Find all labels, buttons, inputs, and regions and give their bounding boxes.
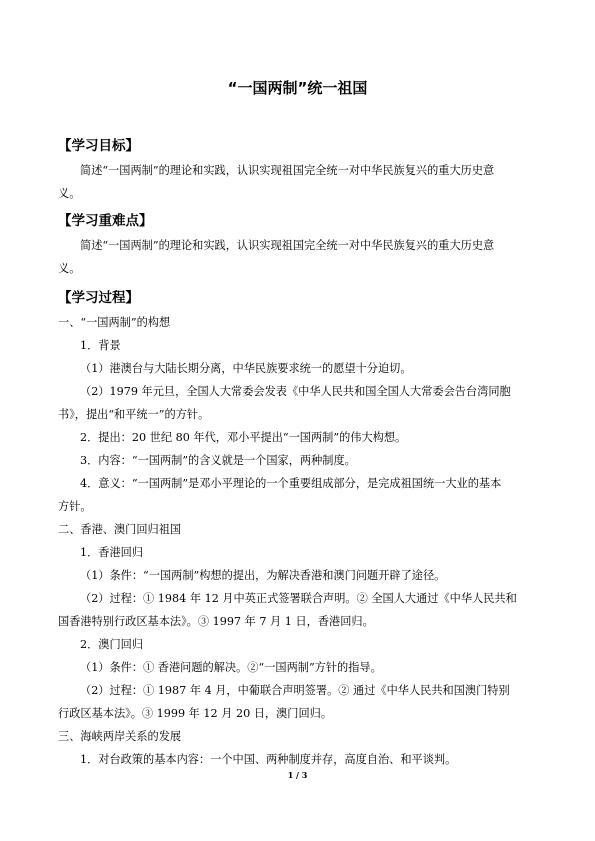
section-heading-two: 二、香港、澳门回归祖国 bbox=[58, 523, 182, 536]
body-line: 1．对台政策的基本内容：一个中国、两种制度并存，高度自治、和平谈判。 bbox=[80, 753, 457, 766]
section-heading-one: 一、“一国两制”的构想 bbox=[58, 316, 171, 329]
body-line: 2．澳门回归 bbox=[80, 638, 144, 651]
body-line: 书》，提出“和平统一”的方针。 bbox=[58, 408, 210, 421]
goal-text-line-2: 义。 bbox=[58, 187, 81, 200]
body-line: 方针。 bbox=[58, 500, 92, 513]
body-line: 1．香港回归 bbox=[80, 546, 144, 559]
body-line: 国香港特别行政区基本法》。③ 1997 年 7 月 1 日，香港回归。 bbox=[58, 615, 374, 628]
body-line: （1）条件：① 香港问题的解决。②“一国两制”方针的指导。 bbox=[80, 661, 382, 674]
body-line: （2）1979 年元旦，全国人大常委会发表《中华人民共和国全国人大常委会告台湾同胞 bbox=[80, 385, 511, 398]
body-line: （1）条件：“一国两制”构想的提出，为解决香港和澳门问题开辟了途径。 bbox=[80, 569, 446, 582]
body-line: 4．意义：“一国两制”是邓小平理论的一个重要组成部分，是完成祖国统一大业的基本 bbox=[80, 477, 502, 490]
body-line: 3．内容：“一国两制”的含义就是一个国家，两种制度。 bbox=[80, 454, 356, 467]
page-number: 1 / 3 bbox=[287, 770, 308, 780]
key-points-text-line-1: 简述“一国两制”的理论和实践，认识实现祖国完全统一对中华民族复兴的重大历史意 bbox=[80, 239, 495, 252]
heading-learning-goal: 【学习目标】 bbox=[58, 138, 139, 154]
section-heading-three: 三、海峡两岸关系的发展 bbox=[58, 730, 182, 743]
goal-text-line-1: 简述“一国两制”的理论和实践，认识实现祖国完全统一对中华民族复兴的重大历史意 bbox=[80, 164, 495, 177]
body-line: 2．提出：20 世纪 80 年代，邓小平提出“一国两制”的伟大构想。 bbox=[80, 431, 407, 444]
key-points-text-line-2: 义。 bbox=[58, 262, 81, 275]
body-line: （2）过程：① 1987 年 4 月，中葡联合声明签署。② 通过《中华人民共和国澳门特别 bbox=[80, 684, 510, 697]
page-title: “一国两制”统一祖国 bbox=[227, 79, 368, 97]
body-line: 行政区基本法》。③ 1999 年 12 月 20 日，澳门回归。 bbox=[58, 707, 333, 720]
body-line: 1．背景 bbox=[80, 339, 121, 352]
body-line: （1）港澳台与大陆长期分离，中华民族要求统一的愿望十分迫切。 bbox=[80, 362, 412, 375]
body-line: （2）过程：① 1984 年 12 月中英正式签署联合声明。② 全国人大通过《中华人民共和 bbox=[80, 592, 517, 605]
heading-key-points: 【学习重难点】 bbox=[58, 213, 153, 229]
heading-learning-process: 【学习过程】 bbox=[58, 290, 139, 306]
